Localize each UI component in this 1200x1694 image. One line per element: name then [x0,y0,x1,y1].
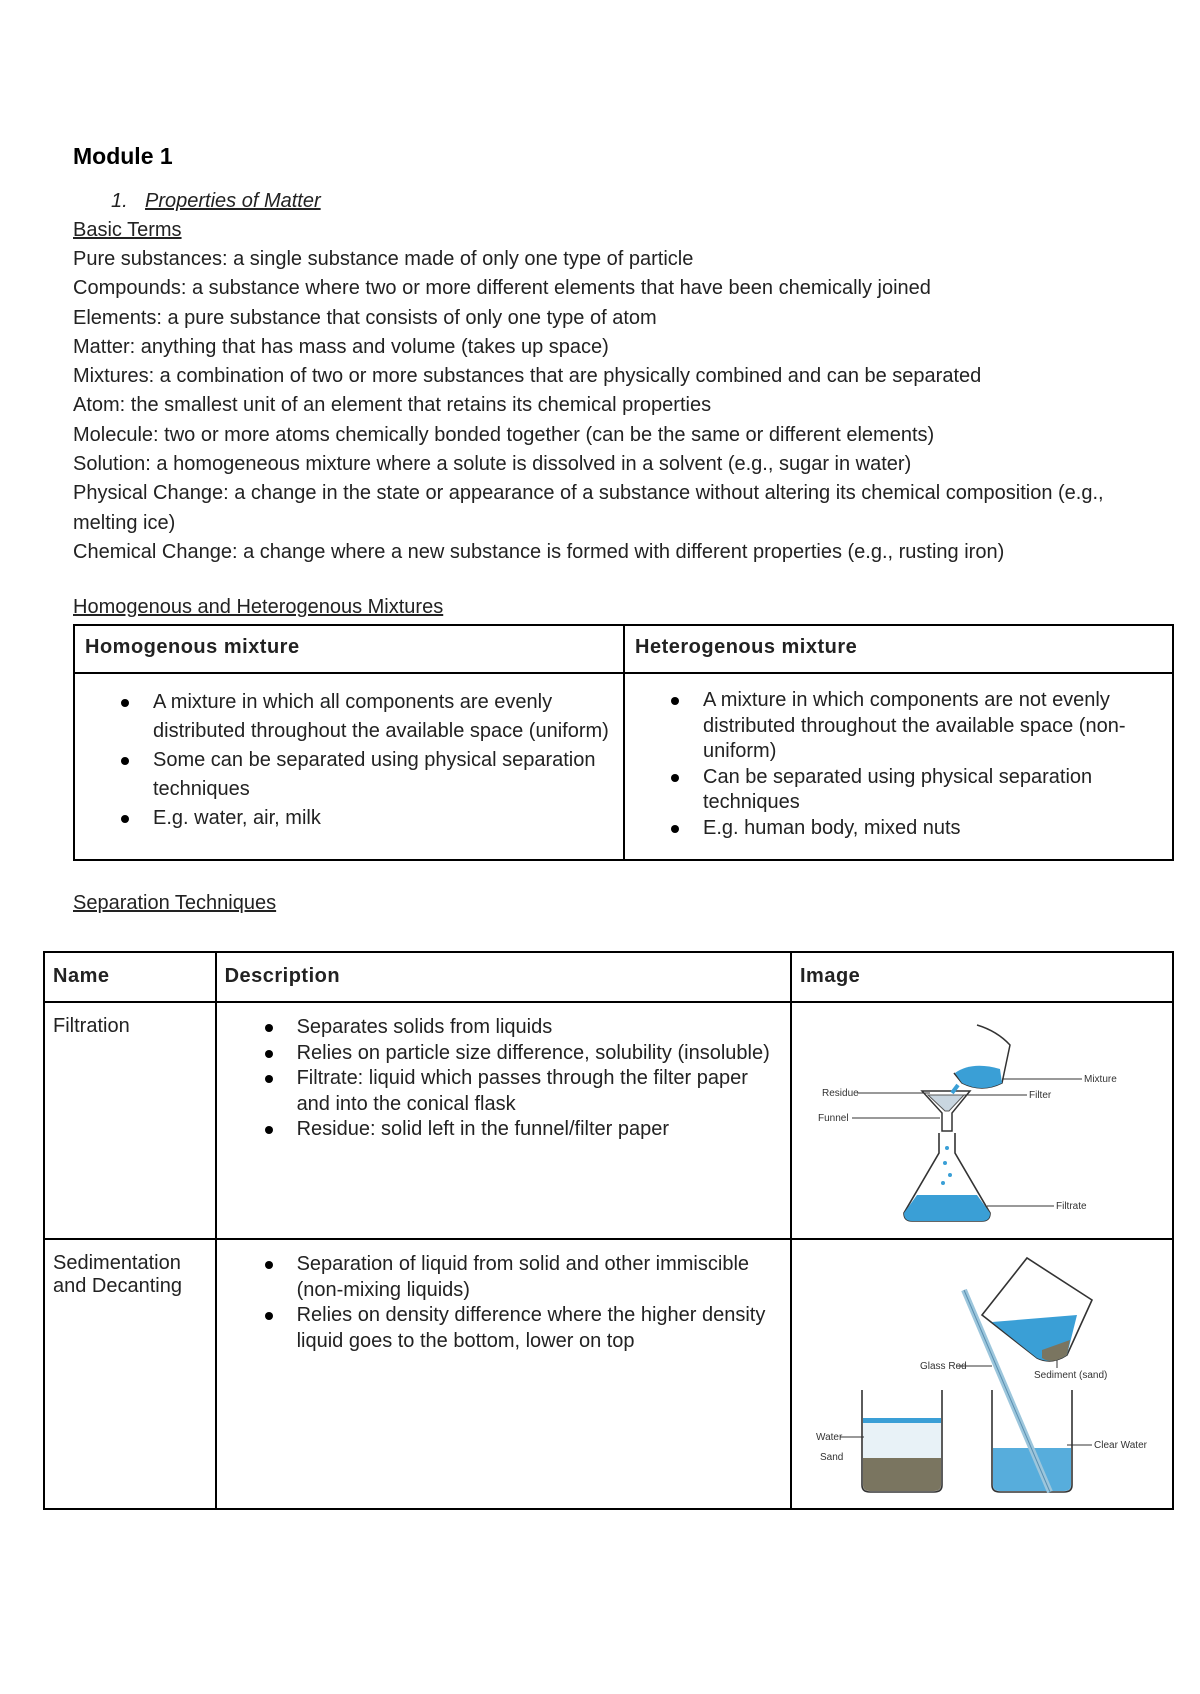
term: Solution: a homogeneous mixture where a solute is dissolved in a solvent (e.g., sugar in water) [73,453,912,476]
term: Mixtures: a combination of two or more substances that are physically combined and can be separated [73,365,982,388]
document-page [73,140,1173,918]
basic-terms-heading: Basic Terms [73,219,182,241]
term: Pure substances: a single substance made of only one type of particle [73,248,694,270]
list-item: Can be separated using physical separation techniques [703,765,1162,816]
list-item: Residue: solid left in the funnel/filter paper [297,1117,782,1143]
section-heading [111,186,1173,216]
table-header: Image [791,952,1173,1002]
list-item: Separation of liquid from solid and other immiscible (non-mixing liquids) [297,1252,782,1303]
term: Elements: a pure substance that consists of only one type of atom [73,306,657,329]
sedimentation-image-cell [791,1239,1173,1509]
sedimentation-diagram [792,1240,1172,1502]
term: Physical Change: a change in the state or appearance of a substance without altering its chemical composition (e.g., melting ice) [73,482,1104,534]
technique-name: Filtration [44,1002,216,1239]
mixtures-heading: Homogenous and Heterogenous Mixtures [73,596,444,619]
table-header: Name [44,952,216,1002]
diagram-label: Glass Rod [920,1361,967,1372]
list-item: E.g. water, air, milk [153,804,613,833]
technique-description [216,1002,791,1239]
diagram-label: Clear Water [1094,1440,1147,1451]
list-item: Relies on density difference where the higher density liquid goes to the bottom, lower on top [297,1303,782,1354]
table-header: Heterogenous mixture [624,625,1173,673]
term: Matter: anything that has mass and volume (takes up space) [73,335,609,358]
filtration-diagram [792,1003,1172,1232]
term: Compounds: a substance where two or more different elements that have been chemically joined [73,277,931,300]
list-item: Some can be separated using physical separation techniques [153,746,613,804]
technique-name: Sedimentation and Decanting [44,1239,216,1509]
diagram-label: Residue [822,1088,859,1099]
module-title: Module 1 [73,143,173,169]
list-item: A mixture in which all components are evenly distributed throughout the available space (uniform) [153,688,613,746]
term: Molecule: two or more atoms chemically bonded together (can be the same or different elements) [73,423,935,446]
heterogenous-cell [624,673,1173,860]
separation-table [43,951,1174,1510]
diagram-label: Filter [1029,1090,1052,1101]
diagram-label: Water [816,1432,843,1443]
list-item: Filtrate: liquid which passes through the filter paper and into the conical flask [297,1066,782,1117]
diagram-label: Filtrate [1056,1201,1087,1212]
table-header: Homogenous mixture [74,625,624,673]
terms-list [73,245,1173,567]
mixtures-table [73,624,1174,861]
filtration-image-cell [791,1002,1173,1239]
term: Atom: the smallest unit of an element that retains its chemical properties [73,394,712,417]
term: Chemical Change: a change where a new substance is formed with different properties (e.g., rusting iron) [73,540,1005,563]
list-item: A mixture in which components are not evenly distributed throughout the available space (non-uniform) [703,688,1162,765]
list-item: E.g. human body, mixed nuts [703,816,1162,842]
diagram-label: Sediment (sand) [1034,1370,1108,1381]
list-item: Relies on particle size difference, solubility (insoluble) [297,1041,782,1067]
section-number: 1. [111,190,128,212]
list-item: Separates solids from liquids [297,1015,782,1041]
diagram-label: Sand [820,1452,844,1463]
diagram-label: Funnel [818,1113,849,1124]
section-title: Properties of Matter [145,190,321,212]
technique-description [216,1239,791,1509]
separation-heading: Separation Techniques [73,892,277,915]
diagram-label: Mixture [1084,1074,1117,1085]
homogenous-cell [74,673,624,860]
table-header: Description [216,952,791,1002]
